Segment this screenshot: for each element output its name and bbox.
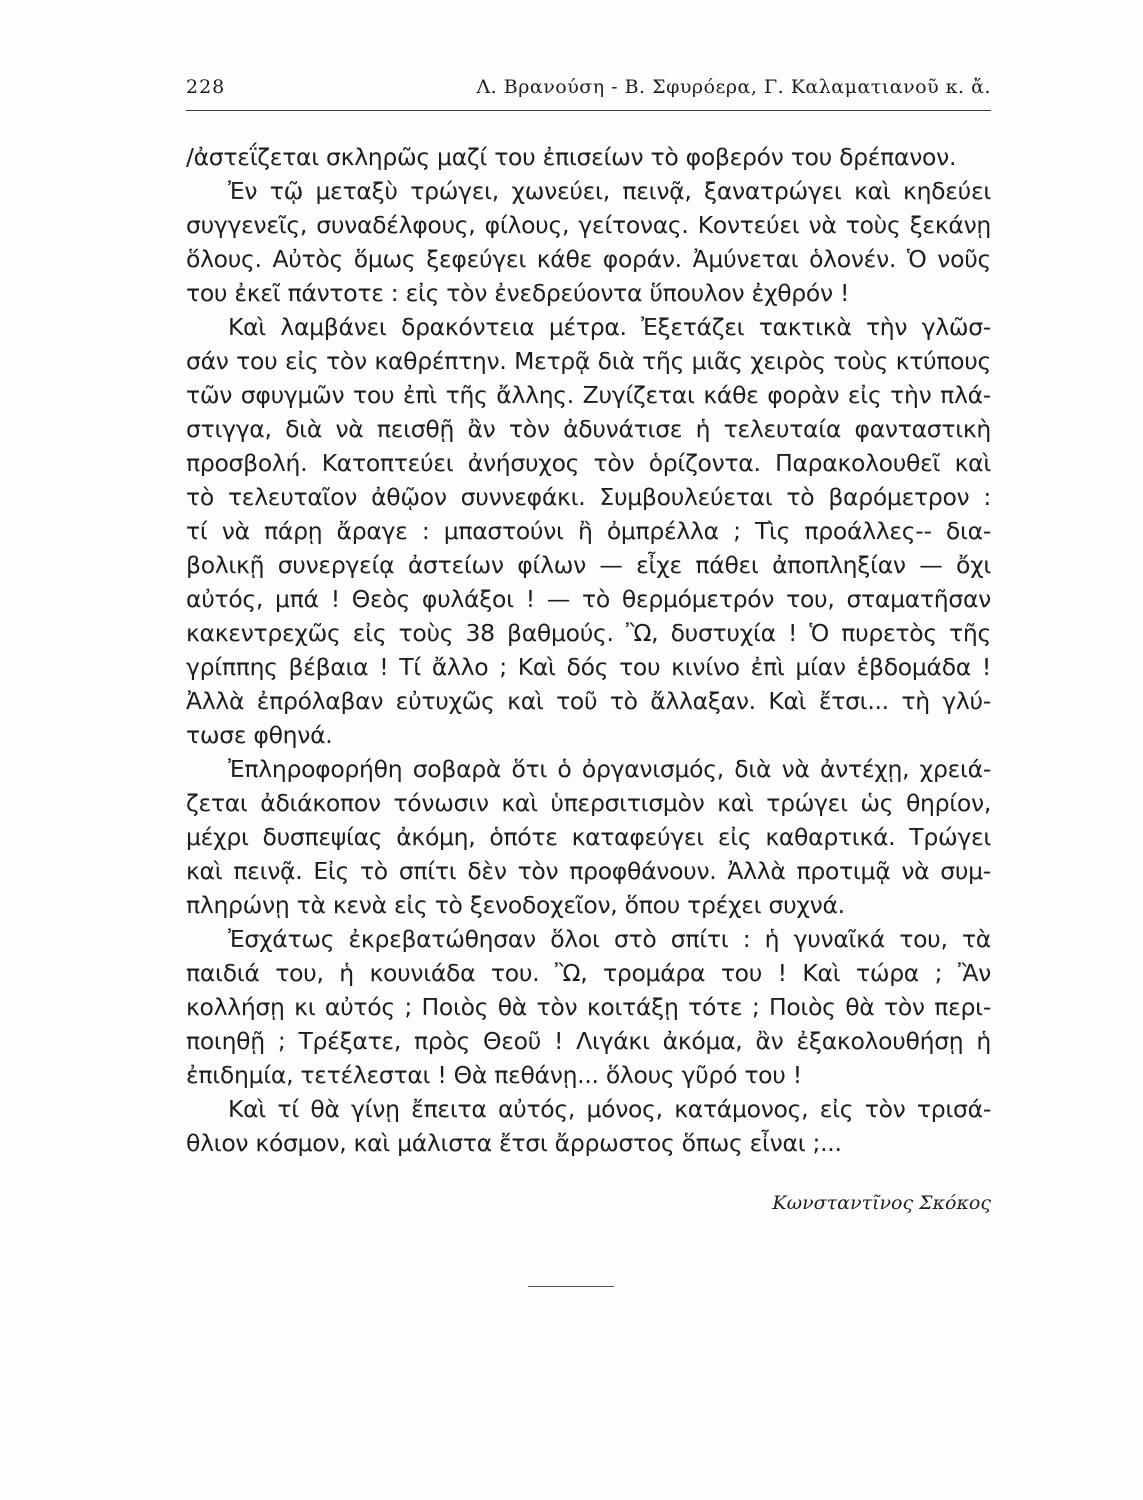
page-number: 228 (186, 76, 226, 98)
text-line: στιγγα, διὰ νὰ πεισθῇ ἂν τὸν ἀδυνάτισε ἡ τελευταία φανταστικὴ (186, 415, 991, 443)
text-line: ποιηθῇ ; Τρέξατε, πρὸς Θεοῦ ! Λιγάκι ἀκόμα, ἂν ἐξακολουθήσῃ ἡ (186, 1027, 991, 1055)
header-rule (186, 110, 991, 111)
text-line: του ἐκεῖ πάντοτε : εἰς τὸν ἐνεδρεύοντα ὕπουλον ἐχθρόν ! (186, 279, 850, 307)
text-line: Καὶ τί θὰ γίνῃ ἔπειτα αὐτός, μόνος, κατάμονος, εἰς τὸν τρισά- (228, 1095, 991, 1123)
text-line: κολλήσῃ κι αὐτός ; Ποιὸς θὰ τὸν κοιτάξῃ τότε ; Ποιὸς θὰ τὸν περι- (186, 993, 991, 1021)
text-line: καὶ πεινᾷ. Εἰς τὸ σπίτι δὲν τὸν προφθάνουν. Ἀλλὰ προτιμᾷ νὰ συμ- (186, 857, 991, 885)
text-line: γρίππης βέβαια ! Τί ἄλλο ; Καὶ δός του κινίνο ἐπὶ μίαν ἑβδομάδα ! (186, 653, 991, 681)
text-line: τῶν σφυγμῶν του ἐπὶ τῆς ἄλλης. Ζυγίζεται κάθε φορὰν εἰς τὴν πλά- (186, 381, 991, 409)
text-line: Ἐσχάτως ἐκρεβατώθησαν ὅλοι στὸ σπίτι : ἡ γυναῖκά του, τὰ (228, 925, 991, 953)
text-line: συγγενεῖς, συναδέλφους, φίλους, γείτονας. Κοντεύει νὰ τοὺς ξεκάνῃ (186, 211, 991, 239)
text-line: Καὶ λαμβάνει δρακόντεια μέτρα. Ἐξετάζει τακτικὰ τὴν γλῶσ- (228, 313, 991, 341)
text-line: σάν του εἰς τὸν καθρέπτην. Μετρᾷ διὰ τῆς μιᾶς χειρὸς τοὺς κτύπους (186, 347, 991, 375)
text-line: προσβολή. Κατοπτεύει ἀνήσυχος τὸν ὁρίζοντα. Παρακολουθεῖ καὶ (186, 449, 991, 477)
author-signature: Κωνσταντῖνος Σκόκος (772, 1192, 991, 1214)
text-line: ὅλους. Αὐτὸς ὅμως ξεφεύγει κάθε φοράν. Ἀμύνεται ὁλονέν. Ὁ νοῦς (186, 245, 991, 273)
text-line: /ἀστεΐζεται σκληρῶς μαζί του ἐπισείων τὸ φοβερόν του δρέπανον. (186, 143, 957, 171)
text-line: πληρώνῃ τὰ κενὰ εἰς τὸ ξενοδοχεῖον, ὅπου τρέχει συχνά. (186, 891, 845, 919)
text-line: ἐπιδημία, τετέλεσται ! Θὰ πεθάνῃ... ὅλους γῦρό του ! (186, 1061, 802, 1089)
text-line: κακεντρεχῶς εἰς τοὺς 38 βαθμούς. Ὢ, δυστυχία ! Ὁ πυρετὸς τῆς (186, 619, 991, 647)
text-line: παιδιά του, ἡ κουνιάδα του. Ὢ, τρομάρα του ! Καὶ τώρα ; Ἂν (186, 959, 991, 987)
text-line: τὸ τελευταῖον ἀθῷον συννεφάκι. Συμβουλεύεται τὸ βαρόμετρον : (186, 483, 991, 511)
text-line: Ἀλλὰ ἐπρόλαβαν εὐτυχῶς καὶ τοῦ τὸ ἄλλαξαν. Καὶ ἔτσι... τὴ γλύ- (186, 687, 991, 715)
text-line: Ἐπληροφορήθη σοβαρὰ ὅτι ὁ ὀργανισμός, διὰ νὰ ἀντέχῃ, χρειά- (228, 755, 991, 783)
text-line: τωσε φθηνά. (186, 721, 333, 749)
end-rule (528, 1286, 614, 1287)
running-head: Λ. Βρανούση - Β. Σφυρόερα, Γ. Καλαματιανοῦ κ. ἄ. (476, 76, 991, 98)
page-header (186, 72, 991, 102)
text-line: ζεται ἀδιάκοπον τόνωσιν καὶ ὑπερσιτισμὸν καὶ τρώγει ὡς θηρίον, (186, 789, 991, 817)
body-text (186, 140, 991, 1160)
text-line: βολικῇ συνεργείᾳ ἀστείων φίλων — εἶχε πάθει ἀποπληξίαν — ὄχι (186, 551, 991, 579)
text-line: Ἐν τῷ μεταξὺ τρώγει, χωνεύει, πεινᾷ, ξανατρώγει καὶ κηδεύει (228, 177, 991, 205)
text-line: θλιον κόσμον, καὶ μάλιστα ἔτσι ἄρρωστος ὅπως εἶναι ;... (186, 1129, 842, 1157)
text-line: τί νὰ πάρῃ ἄραγε : μπαστούνι ἢ ὀμπρέλλα ; Τὶς προάλλες-- δια- (186, 517, 991, 545)
text-line: μέχρι δυσπεψίας ἀκόμη, ὁπότε καταφεύγει εἰς καθαρτικά. Τρώγει (186, 823, 991, 851)
text-line: αὐτός, μπά ! Θεὸς φυλάξοι ! — τὸ θερμόμετρόν του, σταματῆσαν (186, 585, 991, 613)
